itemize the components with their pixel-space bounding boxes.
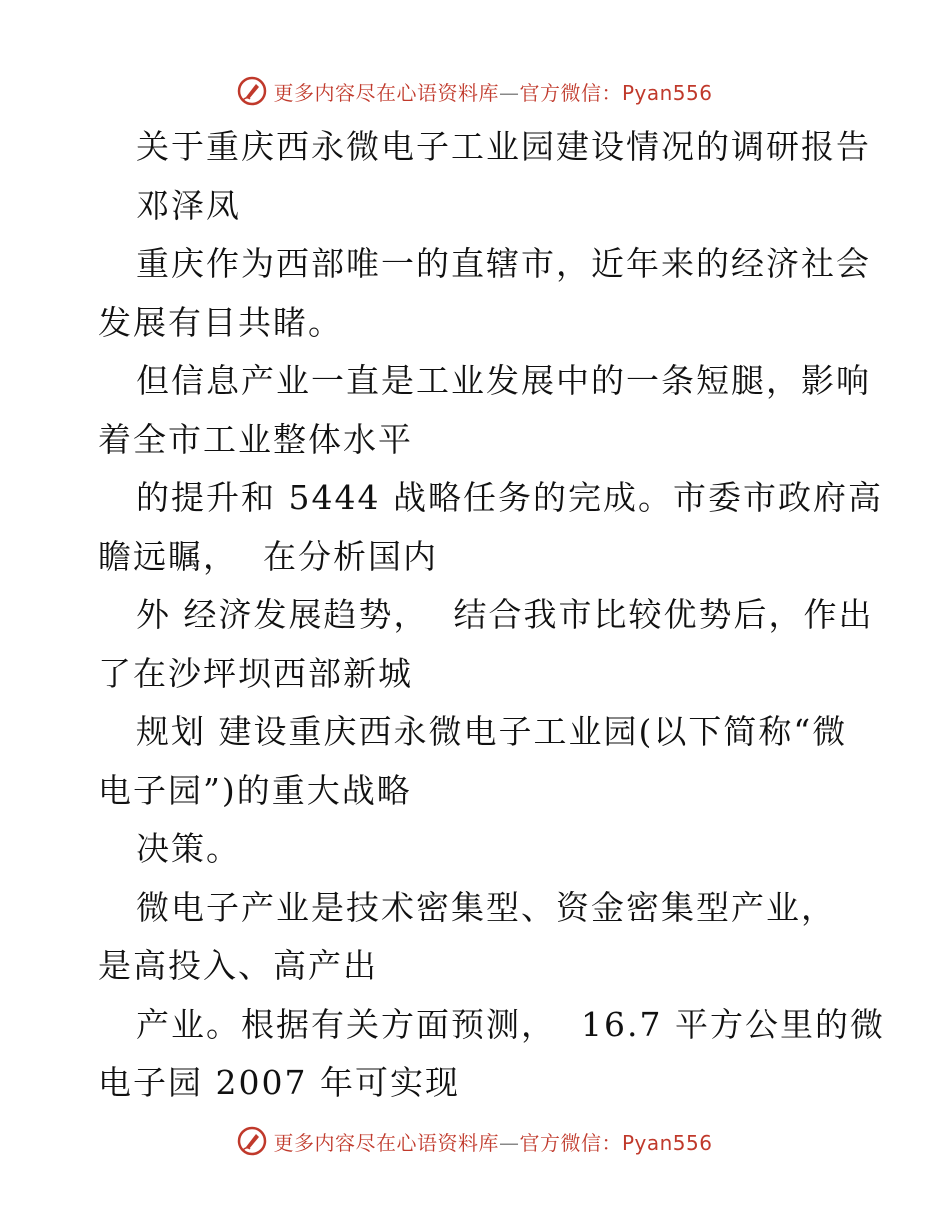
paragraph-line: 规划 建设重庆西永微电子工业园(以下简称“微 [136, 712, 848, 751]
document-body [98, 118, 885, 1113]
watermark-text: 更多内容尽在心语资料库—官方微信：Pyan556 [273, 1130, 713, 1155]
paragraph-line: 电子园”)的重大战略 [98, 770, 412, 810]
paragraph-line: 发展有目共睹。 [98, 302, 343, 342]
watermark-text: 更多内容尽在心语资料库—官方微信：Pyan556 [273, 80, 713, 105]
document-author: 邓泽凤 [136, 185, 241, 225]
paragraph-line: 重庆作为西部唯一的直辖市，近年来的经济社会 [136, 244, 871, 283]
paragraph-line: 着全市工业整体水平 [98, 419, 413, 459]
paragraph-line: 的提升和 5444 战略任务的完成。市委市政府高 [136, 478, 883, 517]
pen-logo-icon [237, 1126, 267, 1156]
paragraph-line: 瞻远瞩， 在分析国内 [98, 536, 438, 576]
watermark-header [0, 71, 950, 111]
paragraph-line: 外 经济发展趋势， 结合我市比较优势后，作出 [136, 595, 874, 634]
paragraph-line: 是高投入、高产出 [98, 946, 378, 985]
pen-logo-icon [237, 76, 267, 106]
paragraph-line: 了在沙坪坝西部新城 [98, 653, 413, 693]
document-title: 关于重庆西永微电子工业园建设情况的调研报告 [136, 127, 871, 166]
watermark-footer [0, 1121, 950, 1161]
paragraph-line: 微电子产业是技术密集型、资金密集型产业， [136, 887, 836, 927]
paragraph-line: 电子园 2007 年可实现 [98, 1063, 460, 1102]
paragraph-line: 但信息产业一直是工业发展中的一条短腿，影响 [136, 361, 871, 400]
paragraph-line: 决策。 [136, 829, 241, 868]
paragraph-line: 产业。根据有关方面预测， 16.7 平方公里的微 [136, 1004, 885, 1044]
